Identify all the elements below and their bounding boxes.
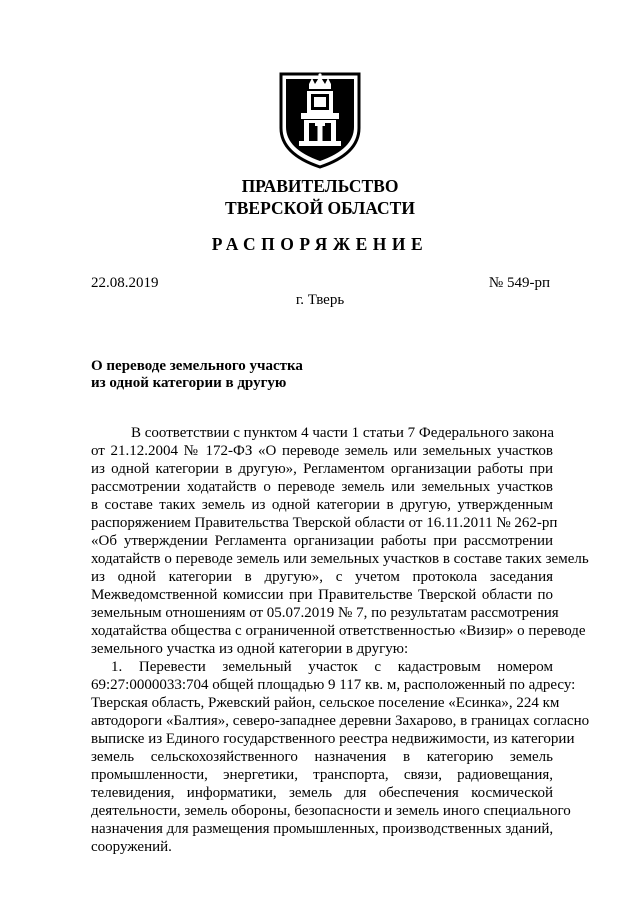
body-line: сооружений. (91, 839, 172, 855)
body-line: в составе таких земель из одной категории в другую, утвержденным (91, 497, 553, 513)
body-line: из одной категории в другую», с учетом протокола заседания (91, 569, 553, 585)
body-line: земельным отношениям от 05.07.2019 № 7, по результатам рассмотрения (91, 605, 559, 621)
document-body (91, 424, 590, 856)
body-line: земельного участка из одной категории в другую: (91, 641, 409, 657)
body-line: Межведомственной комиссии при Правительстве Тверской области по (91, 587, 553, 603)
body-line: назначения для размещения промышленных, производственных зданий, (91, 821, 554, 837)
subject-line: О переводе земельного участка (91, 358, 303, 374)
body-line: В соответствии с пунктом 4 части 1 статьи 7 Федерального закона (131, 425, 554, 441)
body-line: промышленности, энергетики, транспорта, связи, радиовещания, (91, 767, 553, 783)
body-line: распоряжением Правительства Тверской области от 16.11.2011 № 262-рп (91, 515, 558, 531)
body-line: выписке из Единого государственного реестра недвижимости, из категории (91, 731, 575, 747)
document-number: № 549-рп (488, 275, 550, 291)
body-line: из одной категории в другую», Регламентом организации работы при (91, 461, 553, 477)
body-line: 69:27:0000033:704 общей площадью 9 117 кв. м, расположенный по адресу: (91, 677, 576, 693)
body-line: рассмотрении ходатайств о переводе земель или земельных участков (91, 479, 553, 495)
body-line: телевидения, информатики, земель для обеспечения космической (91, 785, 553, 801)
subject-line: из одной категории в другую (91, 375, 287, 391)
document-city: г. Тверь (295, 292, 345, 308)
body-line: ходатайств о переводе земель или земельных участков в составе таких земель (91, 551, 589, 567)
organization-title (0, 175, 640, 219)
document-subject (91, 358, 511, 392)
organization-name-line1: ПРАВИТЕЛЬСТВО (241, 176, 399, 196)
body-line: Тверская область, Ржевский район, сельское поселение «Есинка», 224 км (91, 695, 560, 711)
body-line: ходатайства общества с ограниченной ответственностью «Визир» о переводе (91, 623, 586, 639)
body-line: земель сельскохозяйственного назначения в категорию земель (91, 749, 553, 765)
body-line: деятельности, земель обороны, безопасности и земель иного специального (91, 803, 571, 819)
body-line: от 21.12.2004 № 172-ФЗ «О переводе земель или земельных участков (91, 443, 553, 459)
body-line: «Об утверждении Регламента организации работы при рассмотрении (91, 533, 553, 549)
body-line: 1. Перевести земельный участок с кадастровым номером (111, 659, 553, 675)
organization-name-line2: ТВЕРСКОЙ ОБЛАСТИ (225, 198, 415, 218)
document-date: 22.08.2019 (91, 275, 159, 291)
tver-coat-of-arms-icon (277, 70, 363, 170)
body-line: автодороги «Балтия», северо-западнее деревни Захарово, в границах согласно (91, 713, 590, 729)
document-type: РАСПОРЯЖЕНИЕ (211, 234, 429, 254)
